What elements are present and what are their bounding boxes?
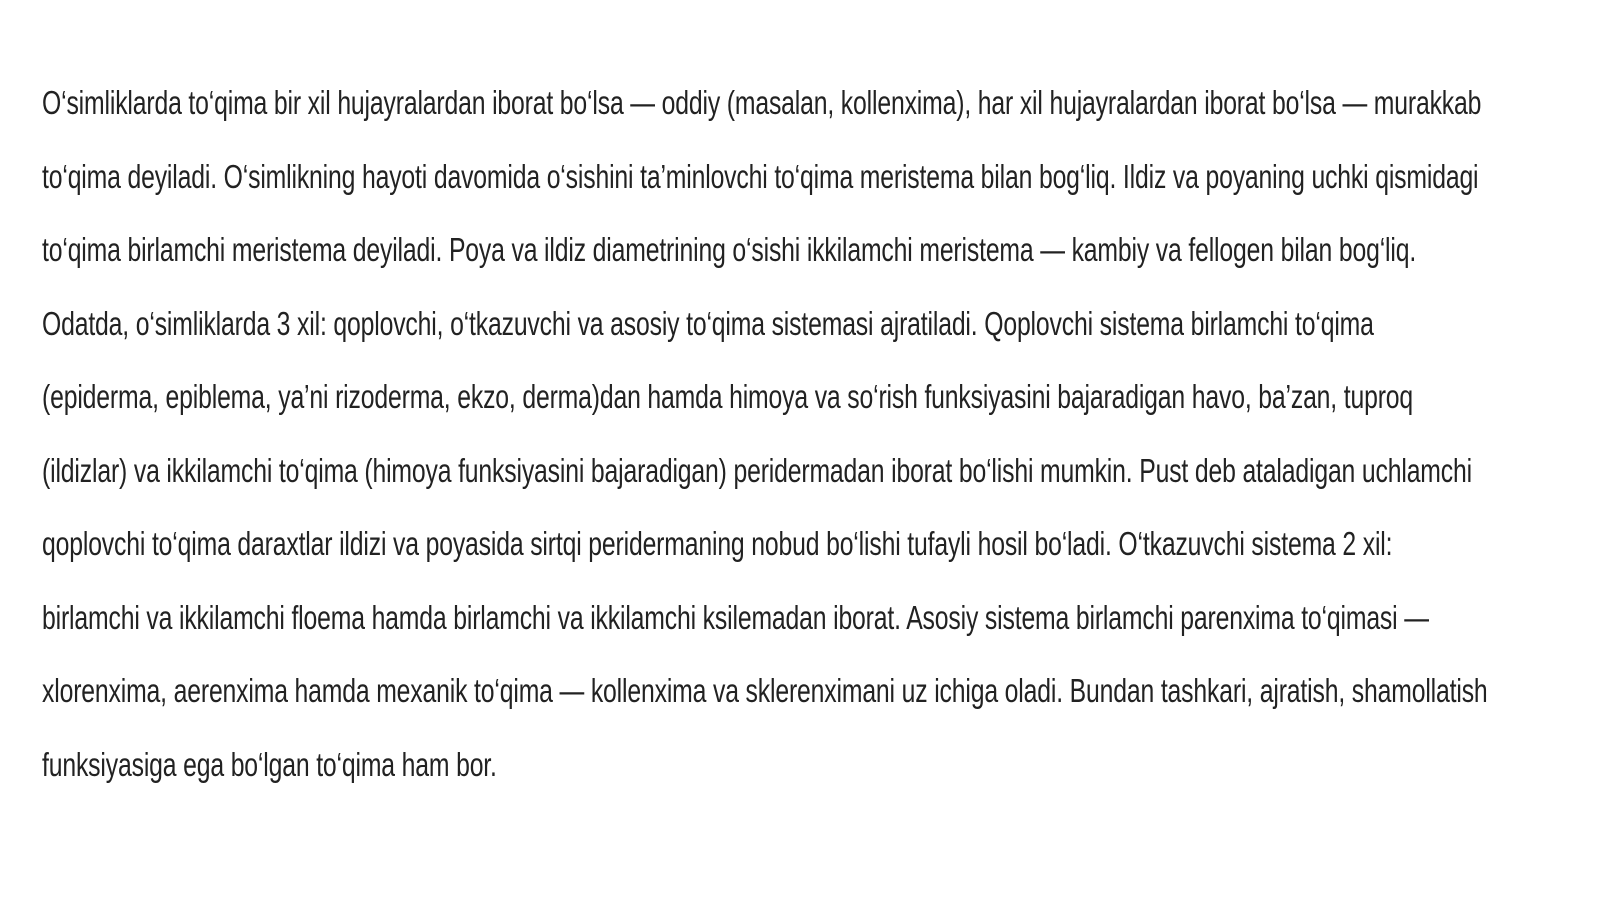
paragraph-line-8: birlamchi va ikkilamchi floema hamda birlamchi va ikkilamchi ksilemadan iborat. Asosiy sistema birlamchi parenxima to‘qimasi — (42, 598, 1429, 636)
paragraph-line-10: funksiyasiga ega bo‘lgan to‘qima ham bor. (42, 745, 497, 783)
paragraph-line-7: qoplovchi to‘qima daraxtlar ildizi va poyasida sirtqi peridermaning nobud bo‘lishi tufayli hosil bo‘ladi. O‘tkazuvchi sistema 2 xil: (42, 525, 1393, 562)
paragraph-line-3: to‘qima birlamchi meristema deyiladi. Poya va ildiz diametrining o‘sishi ikkilamchi meristema — kambiy va fellogen bilan bog‘liq. (42, 231, 1417, 268)
paragraph-line-1: O‘simliklarda to‘qima bir xil hujayralardan iborat bo‘lsa — oddiy (masalan, kollenxima), har xil hujayralardan iborat bo‘lsa — murakkab (42, 84, 1482, 121)
paragraph-line-2: to‘qima deyiladi. O‘simlikning hayoti davomida o‘sishini ta’minlovchi to‘qima meristema bilan bog‘liq. Ildiz va poyaning uchki qismidagi (42, 157, 1479, 195)
paragraph-line-4: Odatda, o‘simliklarda 3 xil: qoplovchi, o‘tkazuvchi va asosiy to‘qima sistemasi ajratiladi. Qoplovchi sistema birlamchi to‘qima (42, 304, 1374, 342)
paragraph-line-6: (ildizlar) va ikkilamchi to‘qima (himoya funksiyasini bajaradigan) peridermadan iborat bo‘lishi mumkin. Pust deb ataladigan uchlamchi (42, 451, 1472, 489)
paragraph-line-9: xlorenxima, aerenxima hamda mexanik to‘qima — kollenxima va sklerenximani uz ichiga oladi. Bundan tashkari, ajratish, shamollatish (42, 672, 1488, 709)
paragraph-line-5: (epiderma, epiblema, ya’ni rizoderma, ekzo, derma)dan hamda himoya va so‘rish funksiyasini bajaradigan havo, ba’zan, tuproq (42, 378, 1414, 415)
article-paragraph (42, 66, 1542, 801)
